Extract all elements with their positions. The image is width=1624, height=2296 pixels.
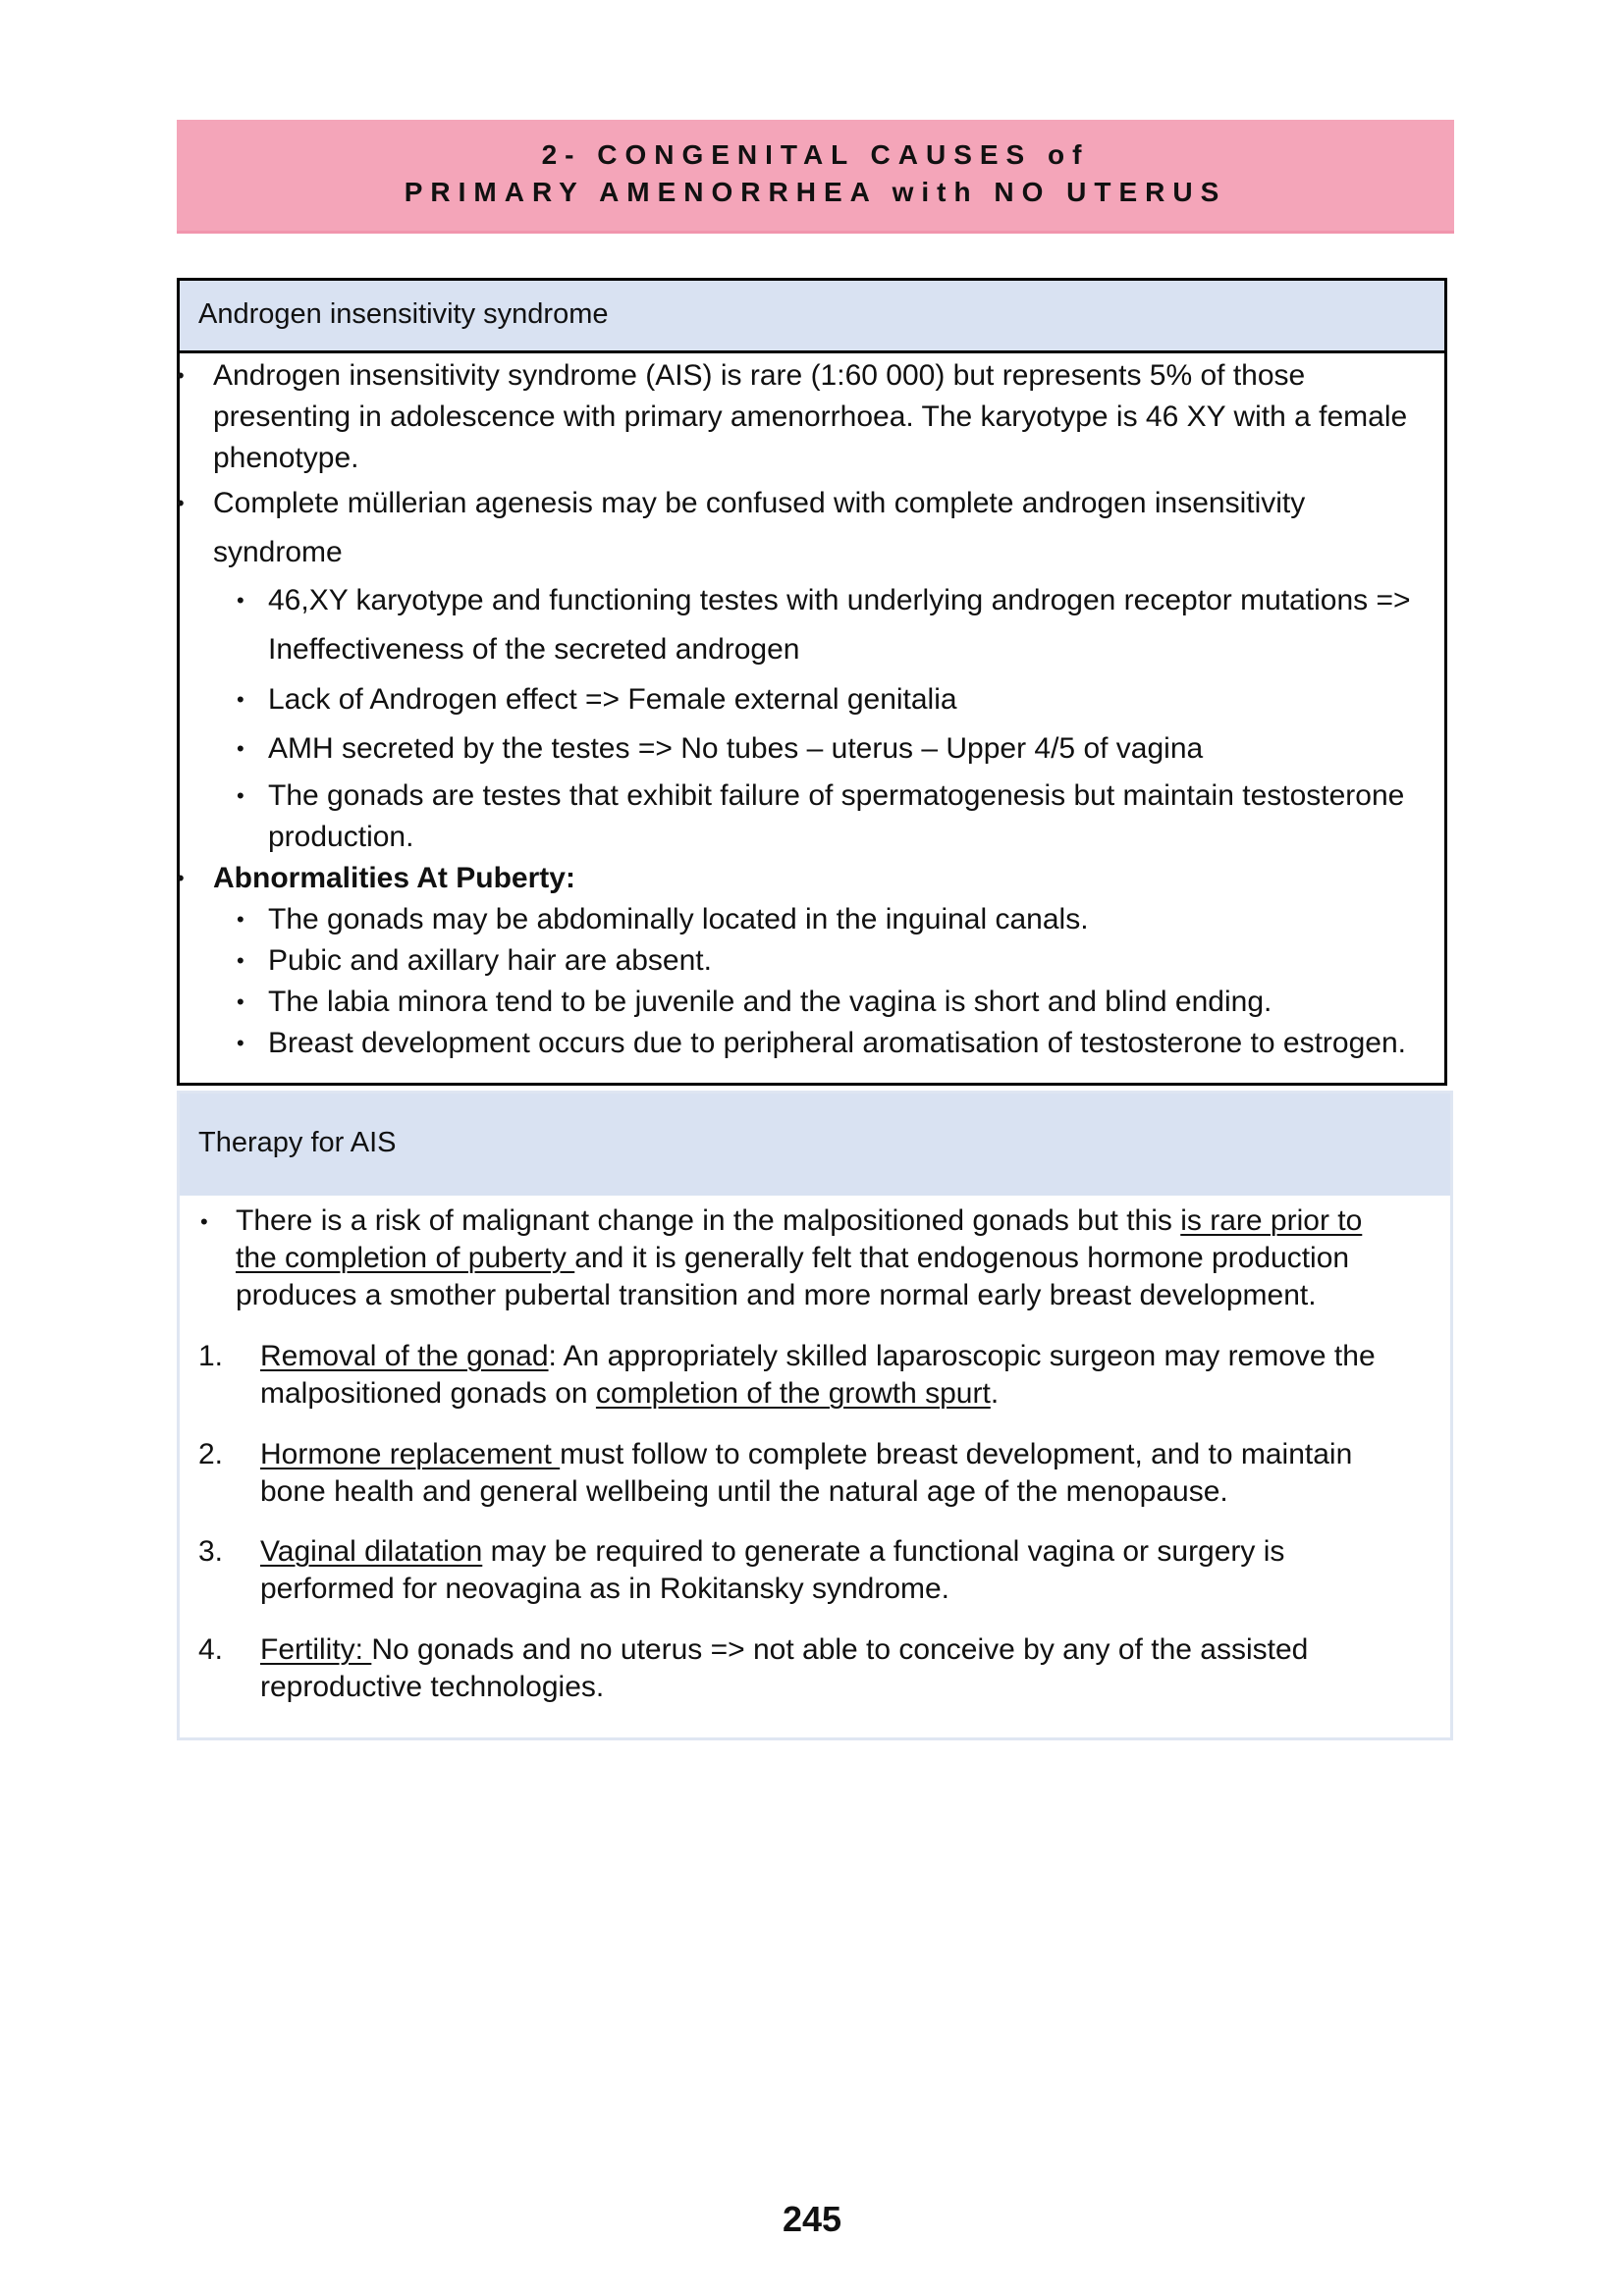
ais-puberty-item-4: Breast development occurs due to peripheral aromatisation of testosterone to estrogen. [268, 1027, 1406, 1059]
therapy-section-title: Therapy for AIS [198, 1127, 397, 1158]
bullet-icon: • [177, 866, 185, 890]
ais-section-box [177, 278, 1447, 1086]
therapy-item-2-number: 2. [198, 1438, 224, 1470]
therapy-item-2-line-2: bone health and general wellbeing until the natural age of the menopause. [260, 1475, 1228, 1508]
bullet-icon: • [177, 491, 185, 515]
therapy-item-3-number: 3. [198, 1535, 224, 1568]
ais-sub-bullet-2: Lack of Androgen effect => Female external genitalia [268, 683, 957, 716]
bullet-icon: • [177, 363, 185, 388]
ais-sub-bullet-1-line-2: Ineffectiveness of the secreted androgen [268, 633, 800, 666]
therapy-section-header [180, 1094, 1450, 1196]
therapy-item-1-line-2: malpositioned gonads on completion of the growth spurt. [260, 1377, 1000, 1410]
ais-sub-bullet-4-line-2: production. [268, 821, 414, 853]
sub-bullet-icon: • [237, 736, 244, 761]
ais-sub-bullet-1-line-1: 46,XY karyotype and functioning testes with underlying androgen receptor mutations => [268, 584, 1411, 616]
therapy-item-4-line-1: Fertility: No gonads and no uterus => not able to conceive by any of the assisted [260, 1633, 1309, 1666]
ais-puberty-item-1: The gonads may be abdominally located in the inguinal canals. [268, 903, 1089, 935]
sub-bullet-icon: • [237, 783, 244, 808]
ais-bullet-2-line-1: Complete müllerian agenesis may be confused with complete androgen insensitivity [213, 487, 1306, 519]
bullet-icon: • [200, 1209, 208, 1234]
therapy-section-box [177, 1091, 1453, 1740]
sub-bullet-icon: • [237, 989, 244, 1014]
ais-puberty-heading: Abnormalities At Puberty: [213, 862, 575, 894]
therapy-item-4-number: 4. [198, 1633, 224, 1666]
ais-puberty-item-2: Pubic and axillary hair are absent. [268, 944, 712, 977]
ais-bullet-1-line-3: phenotype. [213, 442, 359, 474]
therapy-intro-line-2: the completion of puberty and it is generally felt that endogenous hormone production [236, 1242, 1350, 1274]
therapy-intro-line-1: There is a risk of malignant change in the malpositioned gonads but this is rare prior to [236, 1204, 1363, 1237]
sub-bullet-icon: • [237, 588, 244, 613]
sub-bullet-icon: • [237, 907, 244, 932]
therapy-item-1-number: 1. [198, 1340, 224, 1372]
ais-sub-bullet-3: AMH secreted by the testes => No tubes – uterus – Upper 4/5 of vagina [268, 732, 1204, 765]
sub-bullet-icon: • [237, 1031, 244, 1055]
ais-puberty-item-3: The labia minora tend to be juvenile and the vagina is short and blind ending. [268, 986, 1272, 1018]
ais-section-header [180, 281, 1444, 353]
therapy-item-3-line-2: performed for neovagina as in Rokitansky syndrome. [260, 1573, 950, 1605]
ais-bullet-1-line-1: Androgen insensitivity syndrome (AIS) is rare (1:60 000) but represents 5% of those [213, 359, 1306, 392]
chapter-title-line-2: PRIMARY AMENORRHEA with NO UTERUS [404, 177, 1227, 207]
ais-bullet-1-line-2: presenting in adolescence with primary amenorrhoea. The karyotype is 46 XY with a female [213, 400, 1408, 433]
therapy-item-3-line-1: Vaginal dilatation may be required to generate a functional vagina or surgery is [260, 1535, 1285, 1568]
therapy-item-2-line-1: Hormone replacement must follow to complete breast development, and to maintain [260, 1438, 1353, 1470]
chapter-title-banner [177, 120, 1454, 234]
sub-bullet-icon: • [237, 948, 244, 973]
therapy-item-4-line-2: reproductive technologies. [260, 1671, 605, 1703]
sub-bullet-icon: • [237, 687, 244, 712]
chapter-title-line-1: 2- CONGENITAL CAUSES of [541, 139, 1090, 170]
ais-bullet-2-line-2: syndrome [213, 536, 343, 568]
therapy-item-1-line-1: Removal of the gonad: An appropriately skilled laparoscopic surgeon may remove the [260, 1340, 1376, 1372]
ais-section-title: Androgen insensitivity syndrome [198, 298, 609, 330]
ais-sub-bullet-4-line-1: The gonads are testes that exhibit failure of spermatogenesis but maintain testosterone [268, 779, 1405, 812]
therapy-intro-line-3: produces a smother pubertal transition and more normal early breast development. [236, 1279, 1317, 1311]
page-number: 245 [782, 2199, 842, 2239]
